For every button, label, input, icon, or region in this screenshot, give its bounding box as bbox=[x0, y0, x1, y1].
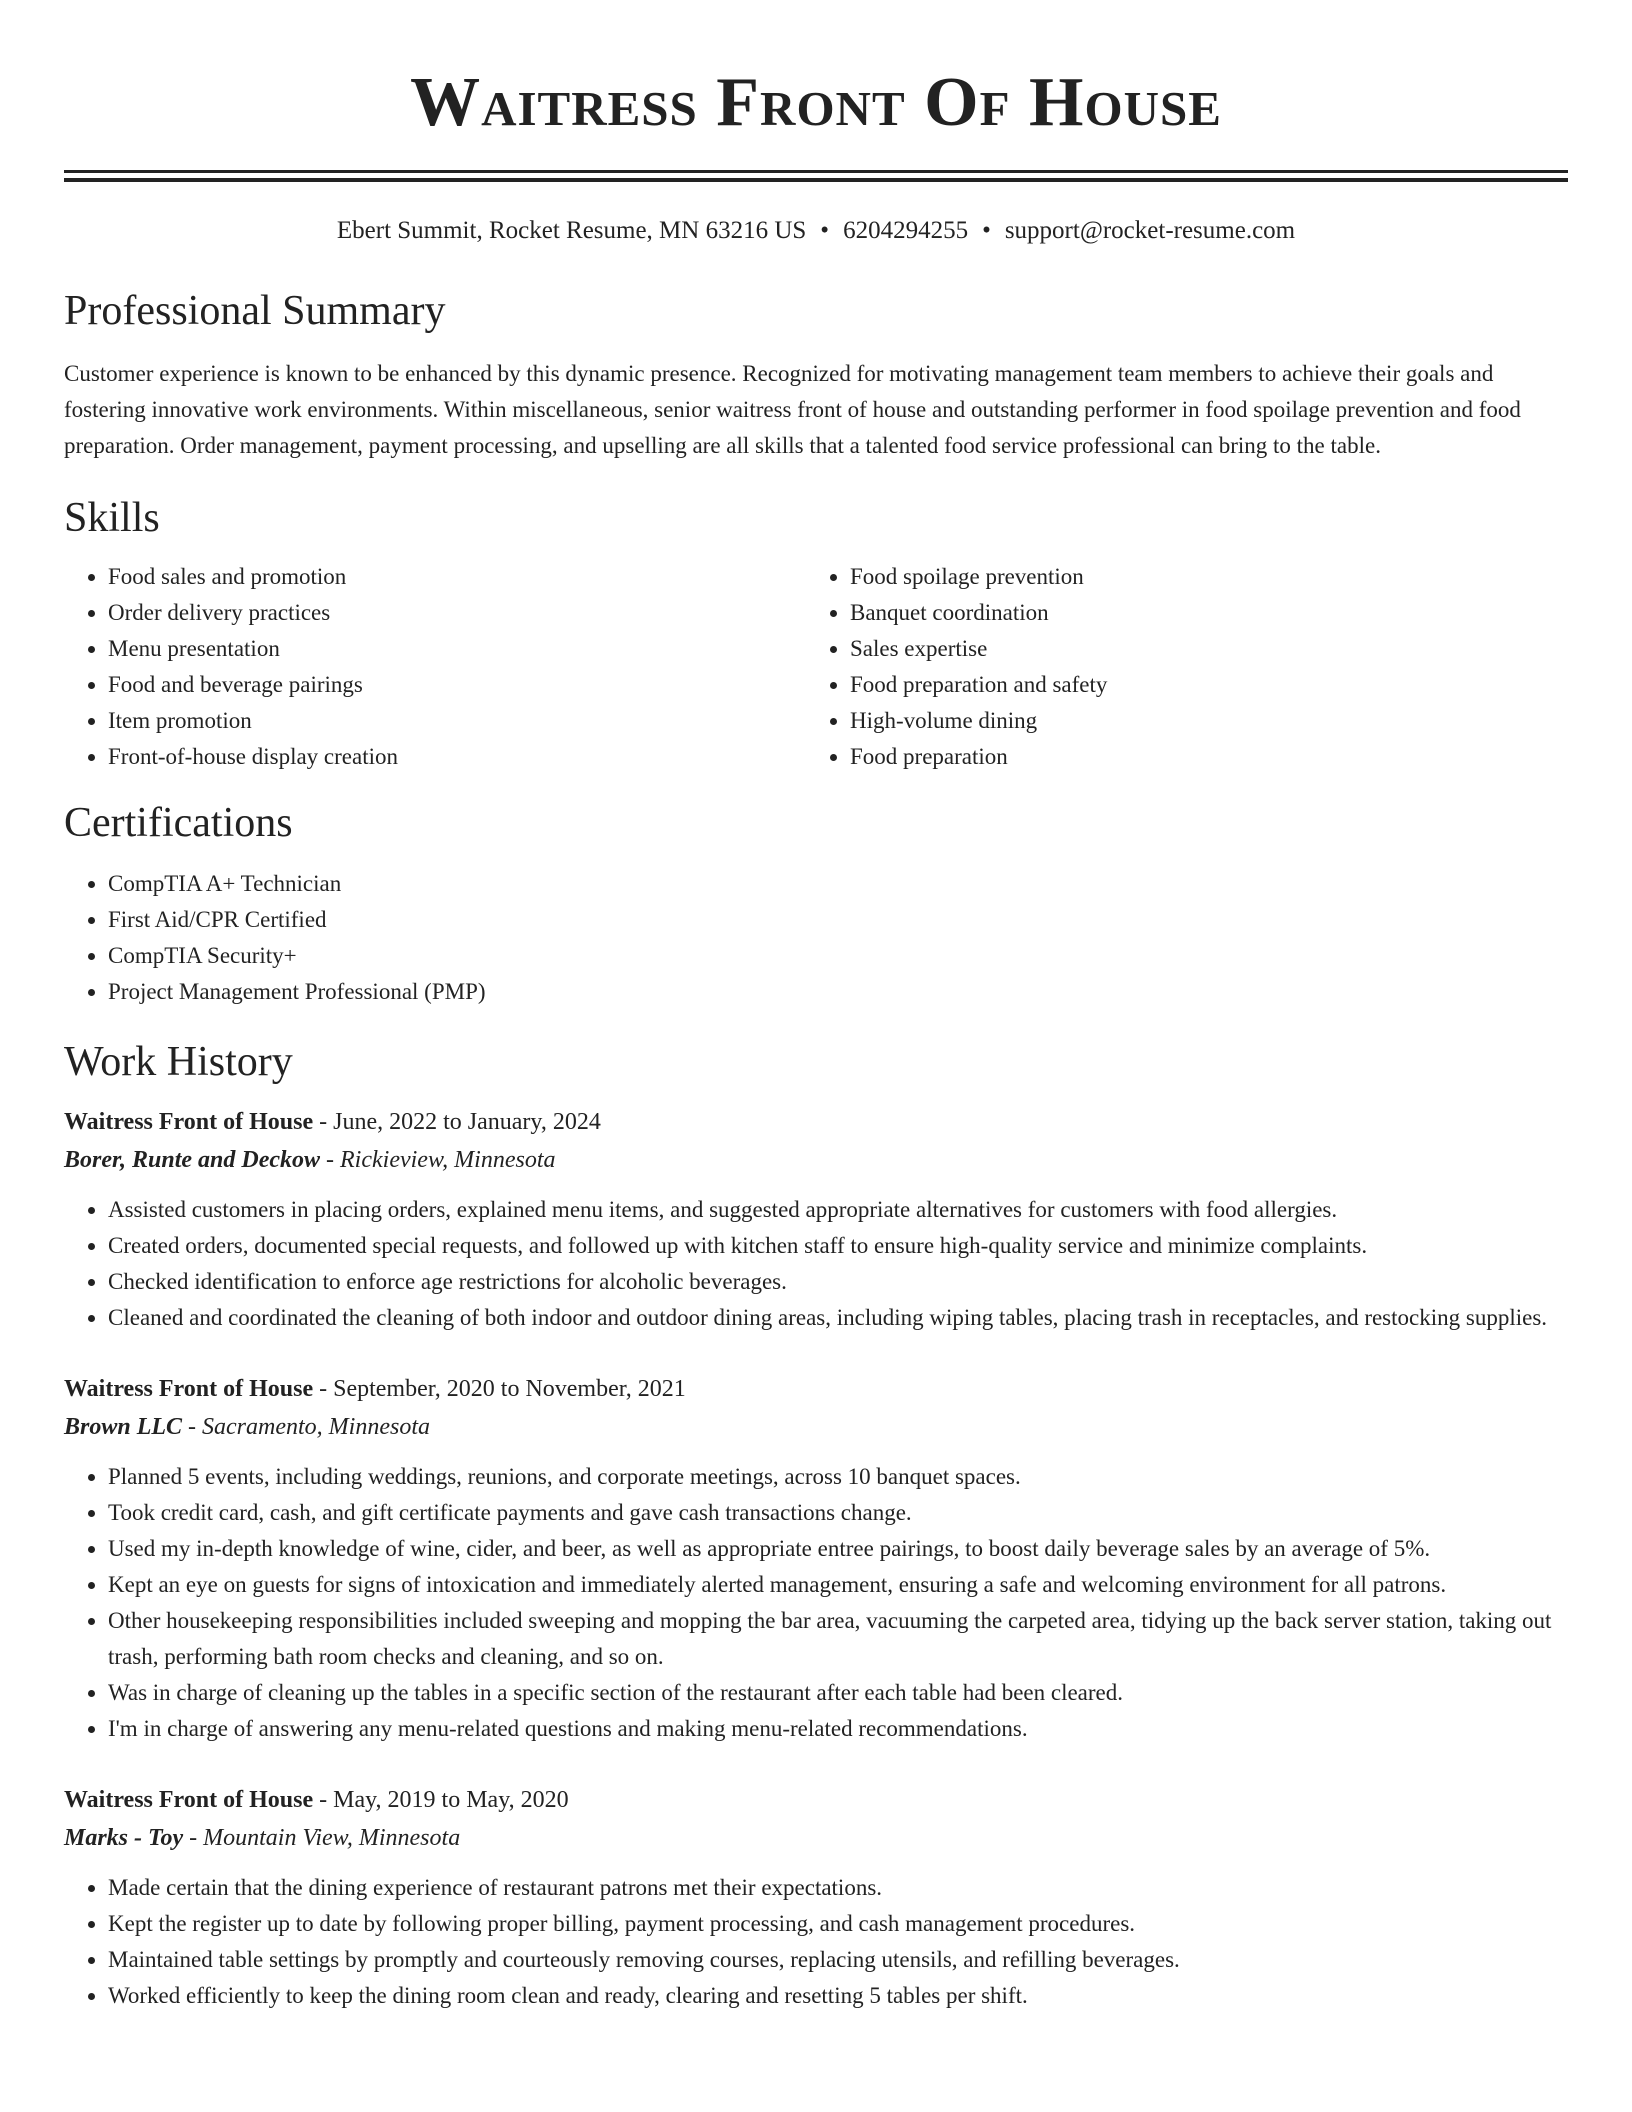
job-company-line bbox=[64, 1141, 1568, 1179]
contact-line bbox=[64, 216, 1568, 246]
job-bullet: • Assisted customers in placing orders, explained menu items, and suggested appropriate alternatives for customers with food allergies. bbox=[108, 1192, 1568, 1228]
job-bullet: • Kept an eye on guests for signs of intoxication and immediately alerted management, ensuring a safe and welcoming environment for all patrons. bbox=[108, 1567, 1568, 1603]
job-location: - Sacramento, Minnesota bbox=[182, 1414, 430, 1440]
job-bullet: • Maintained table settings by promptly and courteously removing courses, replacing utensils, and refilling beverages. bbox=[108, 1942, 1568, 1978]
job-bullet: • Worked efficiently to keep the dining room clean and ready, clearing and resetting 5 tables per shift. bbox=[108, 1978, 1568, 2014]
job-bullet: • Used my in-depth knowledge of wine, cider, and beer, as well as appropriate entree pairings, to boost daily beverage sales by an average of 5%. bbox=[108, 1531, 1568, 1567]
skill-item: • Sales expertise bbox=[850, 631, 1548, 667]
resume-page bbox=[64, 0, 1568, 2014]
job-location: - Mountain View, Minnesota bbox=[183, 1825, 461, 1851]
skill-item: • Food preparation bbox=[850, 739, 1548, 775]
certification-item: • CompTIA A+ Technician bbox=[108, 866, 1568, 902]
certification-item: • First Aid/CPR Certified bbox=[108, 902, 1568, 938]
job-bullet: • Other housekeeping responsibilities included sweeping and mopping the bar area, vacuuming the carpeted area, tidying up the back server station, taking out trash, performing bath room checks and cleaning, and so on. bbox=[108, 1603, 1568, 1675]
skill-item: • Order delivery practices bbox=[108, 595, 806, 631]
contact-address: Ebert Summit, Rocket Resume, MN 63216 US bbox=[336, 217, 807, 244]
work-history-heading: Work History bbox=[64, 1039, 293, 1085]
certifications-list bbox=[64, 866, 1568, 1010]
contact-phone: 6204294255 bbox=[843, 217, 969, 244]
contact-separator: • bbox=[820, 217, 830, 244]
job-title-line bbox=[64, 1781, 1568, 1819]
skill-item: • Item promotion bbox=[108, 703, 806, 739]
job-company: Marks - Toy bbox=[64, 1825, 184, 1851]
contact-separator: • bbox=[982, 217, 991, 244]
job-company: Brown LLC bbox=[64, 1414, 183, 1440]
contact-email: support@rocket-resume.com bbox=[1004, 217, 1296, 244]
job-dates: - September, 2020 to November, 2021 bbox=[313, 1376, 686, 1402]
job-entry bbox=[64, 1781, 1568, 2014]
job-bullet: • Created orders, documented special requests, and followed up with kitchen staff to ensure high-quality service and minimize complaints. bbox=[108, 1228, 1568, 1264]
job-company-line bbox=[64, 1408, 1568, 1446]
summary-heading: Professional Summary bbox=[64, 288, 446, 334]
job-company-line bbox=[64, 1819, 1568, 1857]
job-bullets bbox=[64, 1870, 1568, 2014]
skills-columns bbox=[64, 559, 1568, 775]
job-bullet: • Was in charge of cleaning up the tables in a specific section of the restaurant after each table had been cleared. bbox=[108, 1675, 1568, 1711]
job-entry bbox=[64, 1103, 1568, 1336]
skill-item: • Food sales and promotion bbox=[108, 559, 806, 595]
job-title: Waitress Front of House bbox=[64, 1376, 314, 1402]
job-title-line bbox=[64, 1370, 1568, 1408]
skill-item: • Banquet coordination bbox=[850, 595, 1548, 631]
skill-item: • Food preparation and safety bbox=[850, 667, 1548, 703]
job-company: Borer, Runte and Deckow bbox=[64, 1147, 321, 1173]
skills-left-list bbox=[64, 559, 806, 775]
resume-name: Waitress Front Of House bbox=[410, 64, 1222, 141]
skill-item: • Menu presentation bbox=[108, 631, 806, 667]
job-title: Waitress Front of House bbox=[64, 1109, 314, 1135]
job-bullet: • Made certain that the dining experience of restaurant patrons met their expectations. bbox=[108, 1870, 1568, 1906]
job-bullet: • Took credit card, cash, and gift certificate payments and gave cash transactions change. bbox=[108, 1495, 1568, 1531]
job-location: - Rickieview, Minnesota bbox=[320, 1147, 556, 1173]
skill-item: • Food spoilage prevention bbox=[850, 559, 1548, 595]
job-bullets bbox=[64, 1459, 1568, 1747]
summary-text: Customer experience is known to be enhanced by this dynamic presence. Recognized for motivating management team members to achieve their goals and fostering innovative work environments. Within miscellaneous, senior waitress front of house and outstanding performer in food spoilage prevention and food preparation. Order management, payment processing, and upselling are all skills that a talented food service professional can bring to the table. bbox=[64, 361, 1521, 458]
header-rule-top bbox=[64, 170, 1568, 173]
skills-heading: Skills bbox=[64, 495, 160, 541]
certification-item: • Project Management Professional (PMP) bbox=[108, 974, 1568, 1010]
skill-item: • High-volume dining bbox=[850, 703, 1548, 739]
job-dates: - May, 2019 to May, 2020 bbox=[313, 1787, 569, 1813]
skills-right-list bbox=[806, 559, 1548, 775]
job-title-line bbox=[64, 1103, 1568, 1141]
job-bullet: • Kept the register up to date by following proper billing, payment processing, and cash management procedures. bbox=[108, 1906, 1568, 1942]
job-entry bbox=[64, 1370, 1568, 1747]
job-bullet: • Cleaned and coordinated the cleaning of both indoor and outdoor dining areas, including wiping tables, placing trash in receptacles, and restocking supplies. bbox=[108, 1300, 1568, 1336]
job-bullets bbox=[64, 1192, 1568, 1336]
certifications-heading: Certifications bbox=[64, 800, 293, 846]
skills-left-column bbox=[64, 559, 806, 775]
header-rule-bottom bbox=[64, 178, 1568, 182]
job-bullet: • I'm in charge of answering any menu-related questions and making menu-related recommendations. bbox=[108, 1711, 1568, 1747]
skill-item: • Food and beverage pairings bbox=[108, 667, 806, 703]
job-bullet: • Planned 5 events, including weddings, reunions, and corporate meetings, across 10 banquet spaces. bbox=[108, 1459, 1568, 1495]
job-title: Waitress Front of House bbox=[64, 1787, 314, 1813]
certification-item: • CompTIA Security+ bbox=[108, 938, 1568, 974]
skills-right-column bbox=[806, 559, 1548, 775]
skill-item: • Front-of-house display creation bbox=[108, 739, 806, 775]
job-bullet: • Checked identification to enforce age restrictions for alcoholic beverages. bbox=[108, 1264, 1568, 1300]
job-dates: - June, 2022 to January, 2024 bbox=[313, 1109, 601, 1135]
